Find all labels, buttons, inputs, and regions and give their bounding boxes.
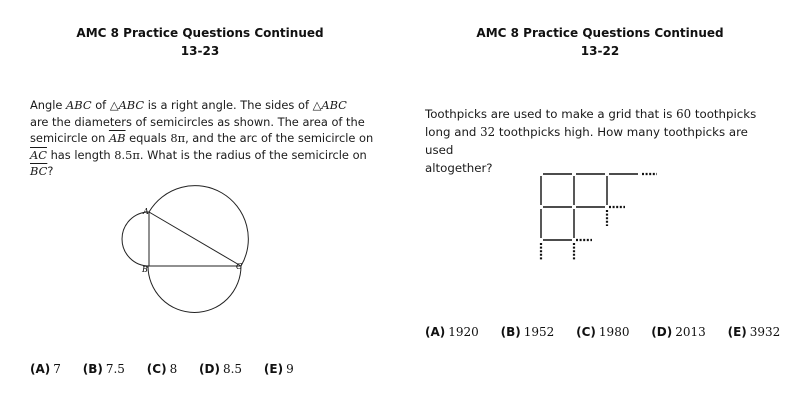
semicircle-ab (122, 212, 149, 266)
answer-choice[interactable]: (D) 2013 (651, 325, 706, 339)
side-ac (149, 212, 241, 266)
toothpick-grid-figure (400, 0, 800, 416)
answer-choice[interactable]: (C) 1980 (576, 325, 630, 339)
right-problem-text: Toothpicks are used to make a grid that is 60 toothpicks long and 32 toothpicks high. How many toothpicks are used altogether? (425, 107, 757, 175)
answer-choice[interactable]: (B) 7.5 (82, 362, 125, 376)
vertex-label-b: B (142, 265, 148, 274)
answer-choice[interactable]: (A) 7 (30, 362, 61, 376)
right-header-title: AMC 8 Practice Questions Continued (476, 26, 724, 40)
left-problem-text: Angle ABC of △ABC is a right angle. The sides of △ABC are the diameters of semicircles as shown. The area of the semicircle on $\overline{AB}$ equals 8π, and the arc of the semicircle on $\overline{AC}$ has length 8.5π. What is the radius of the semicircle on $\overline{BC}$? (30, 98, 374, 178)
vertex-label-c: C (236, 262, 243, 271)
right-problem-number: 13-22 (580, 44, 620, 58)
semicircle-ac (149, 186, 248, 266)
answer-choice[interactable]: (A) 1920 (425, 325, 479, 339)
answer-choice[interactable]: (B) 1952 (500, 325, 555, 339)
answer-choice[interactable]: (C) 8 (146, 362, 178, 376)
left-header-title: AMC 8 Practice Questions Continued (76, 26, 324, 40)
left-problem-number: 13-23 (180, 44, 220, 58)
answer-choice[interactable]: (E) 9 (263, 362, 294, 376)
vertex-label-a: A (143, 207, 149, 216)
left-answer-choices (30, 362, 312, 376)
right-problem-panel (400, 0, 800, 416)
answer-choice[interactable]: (E) 3932 (727, 325, 781, 339)
right-answer-choices (425, 325, 798, 339)
semicircle-bc (148, 266, 241, 312)
answer-choice[interactable]: (D) 8.5 (199, 362, 243, 376)
